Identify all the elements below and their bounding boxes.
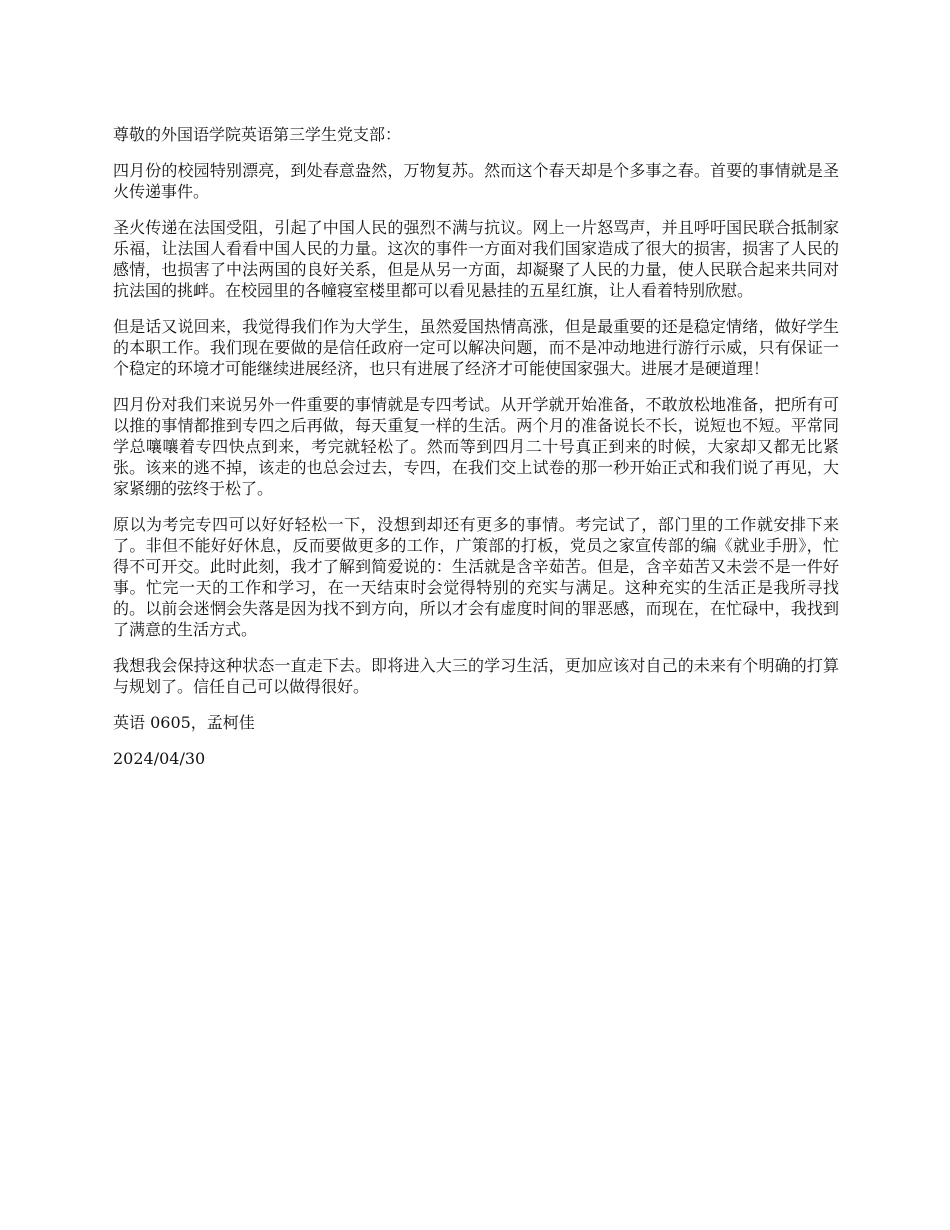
paragraph-2: 圣火传递在法国受阻，引起了中国人民的强烈不满与抗议。网上一片怒骂声，并且呼吁国民联合抵制家乐福，让法国人看看中国人民的力量。这次的事件一方面对我们国家造成了很大的损害，损害了人民的感情，也损害了中法两国的良好关系，但是从另一方面，却凝聚了人民的力量，使人民联合起来共同对抗法国的挑衅。在校园里的各幢寝室楼里都可以看见悬挂的五星红旗，让人看着特别欣慰。	[113, 218, 839, 300]
letter-document	[113, 124, 839, 784]
paragraph-1: 四月份的校园特别漂亮，到处春意盎然，万物复苏。然而这个春天却是个多事之春。首要的事情就是圣火传递事件。	[113, 161, 839, 201]
paragraph-3: 但是话又说回来，我觉得我们作为大学生，虽然爱国热情高涨，但是最重要的还是稳定情绪，做好学生的本职工作。我们现在要做的是信任政府一定可以解决问题，而不是冲动地进行游行示威，只有保证一个稳定的环境才可能继续进展经济，也只有进展了经济才可能使国家强大。进展才是硬道理！	[113, 317, 839, 378]
paragraph-4: 四月份对我们来说另外一件重要的事情就是专四考试。从开学就开始准备，不敢放松地准备，把所有可以推的事情都推到专四之后再做，每天重复一样的生活。两个月的准备说长不长，说短也不短。平常同学总嚷嚷着专四快点到来，考完就轻松了。然而等到四月二十号真正到来的时候，大家却又都无比紧张。该来的逃不掉，该走的也总会过去，专四，在我们交上试卷的那一秒开始正式和我们说了再见，大家紧绷的弦终于松了。	[113, 395, 839, 498]
signature: 英语 0605，孟柯佳	[113, 713, 255, 732]
paragraph-5: 原以为考完专四可以好好轻松一下，没想到却还有更多的事情。考完试了，部门里的工作就安排下来了。非但不能好好休息，反而要做更多的工作，广策部的打板，党员之家宣传部的编《就业手册》，忙得不可开交。此时此刻，我才了解到简爱说的：生活就是含辛茹苦。但是，含辛茹苦又未尝不是一件好事。忙完一天的工作和学习，在一天结束时会觉得特别的充实与满足。这种充实的生活正是我所寻找的。以前会迷惘会失落是因为找不到方向，所以才会有虚度时间的罪恶感，而现在，在忙碌中，我找到了满意的生活方式。	[113, 515, 839, 639]
paragraph-6: 我想我会保持这种状态一直走下去。即将进入大三的学习生活，更加应该对自己的未来有个明确的打算与规划了。信任自己可以做得很好。	[113, 656, 839, 696]
salutation: 尊敬的外国语学院英语第三学生党支部：	[113, 125, 402, 144]
date: 2024/04/30	[113, 749, 206, 768]
